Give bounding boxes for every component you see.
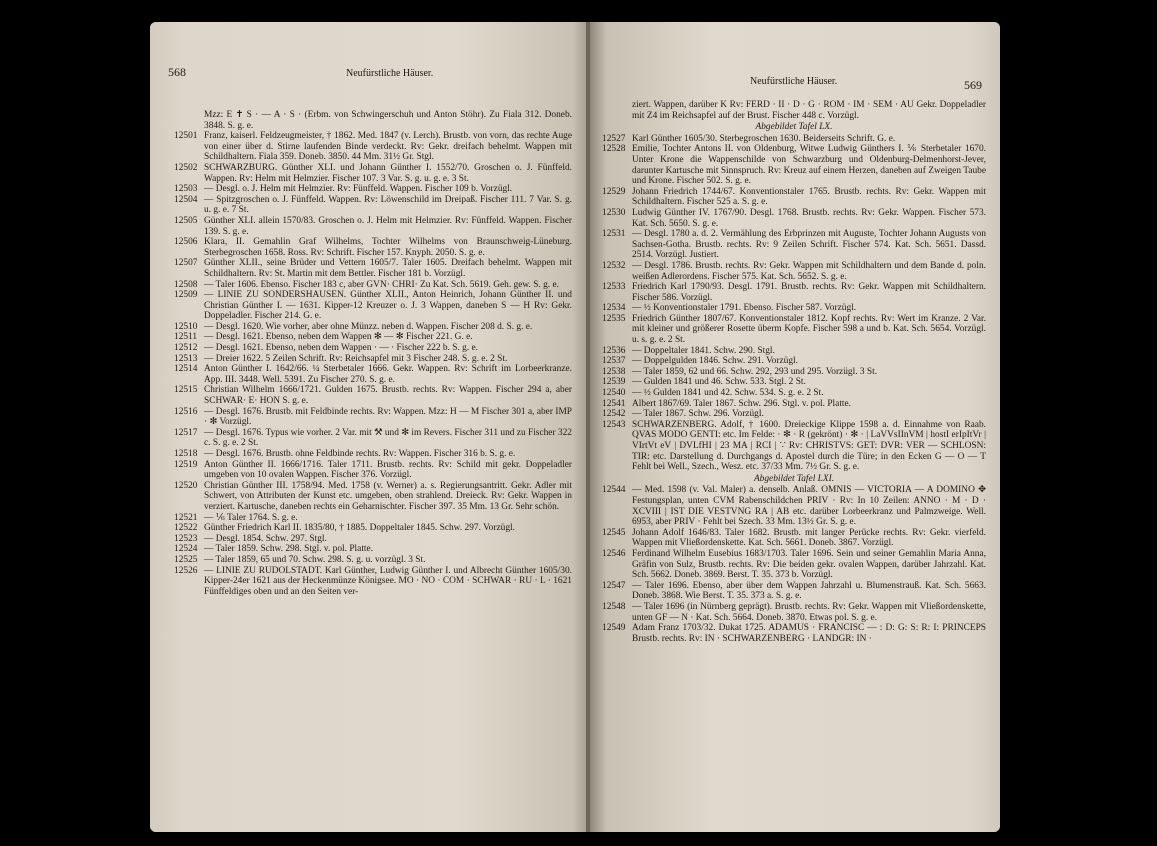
- lot-number: 12515: [174, 385, 198, 396]
- lot-number: 12547: [602, 580, 626, 591]
- lot-description: — LINIE ZU RUDOLSTADT. Karl Günther, Ludwig Günther I. und Albrecht Günther 1605/30. Kipper-24er 1621 aus der Heckenmünze Königsee. MO · NO · COM · SCHWAR · RU · L · 1621 Fünffeldiges oben und an den Seiten ver-: [204, 565, 572, 597]
- lot-number: 12525: [174, 554, 198, 565]
- running-header: Neufürstliche Häuser.: [750, 76, 838, 87]
- left-page: [150, 22, 590, 832]
- lot-description: Günther XLII., seine Brüder und Vettern 1605/7. Taler 1605. Dreifach behelmt. Wappen mit Schildhaltern. Rv: St. Martin mit dem Bettler. Fischer 181 b. Vorzügl.: [204, 258, 572, 279]
- lot-number: 12507: [174, 258, 198, 269]
- lot-description: Günther Friedrich Karl II. 1835/80, † 1885. Doppeltaler 1845. Schw. 297. Vorzügl.: [204, 523, 515, 534]
- plate-reference: Abgebildet Tafel LXI.: [753, 473, 835, 484]
- lot-description: Franz, kaiserl. Feldzeugmeister, † 1862. Med. 1847 (v. Lerch). Brustb. von vorn, das rechte Auge von einer über d. Stirne laufenden Binde verdeckt. Rv: Gekr. dreifach behelmt. Wappen mit Schildhaltern. Fiala 359. Doneb. 3850. 44 Mm. 31½ Gr. Stgl.: [204, 131, 572, 163]
- catalog-entry: [602, 229, 986, 261]
- catalog-entry: [602, 187, 986, 208]
- catalog-entry: [602, 367, 986, 378]
- lot-number: 12534: [602, 303, 626, 314]
- catalog-entry: [174, 258, 572, 279]
- lot-description: — Dreier 1622. 5 Zeilen Schrift. Rv: Reichsapfel mit 3 Fischer 248. S. g. e. 2 St.: [204, 353, 508, 364]
- lot-description: — Taler 1859, 65 und 70. Schw. 298. S. g. u. vorzügl. 3 St.: [204, 554, 426, 565]
- catalog-entry: [174, 195, 572, 216]
- lot-number: 12509: [174, 290, 198, 301]
- lot-number: 12548: [602, 601, 626, 612]
- lot-description: — Desgl. 1621. Ebenso, neben dem Wappen · — · Fischer 222 b. S. g. e.: [204, 343, 479, 354]
- lot-description: — Desgl. 1676. Brustb. ohne Feldbinde rechts. Rv: Wappen. Fischer 316 b. S. g. e.: [204, 449, 516, 459]
- catalog-entry: [174, 322, 572, 333]
- catalog-entry: [602, 409, 986, 420]
- lot-description: — Desgl. 1786. Brustb. rechts. Rv: Gekr. Wappen mit Schildhaltern und dem Bande d. poln. weißen Adlerordens. Fischer 575. Kat. Sch. 5652. S. g. e.: [632, 260, 986, 282]
- lot-description: — Spitzgroschen o. J. Fünffeld. Wappen. Rv: Löwenschild im Dreipaß. Fischer 111. 7 Var. S. g. u. g. e. 7 St.: [204, 194, 572, 216]
- lot-number: 12529: [602, 186, 626, 197]
- catalog-entry: [602, 314, 986, 346]
- lot-description: — Gulden 1841 und 46. Schw. 533. Stgl. 2 St.: [632, 377, 806, 388]
- catalog-entry: [602, 346, 986, 357]
- catalog-entry: [174, 354, 572, 365]
- lot-description: — Taler 1859. Schw. 298. Stgl. v. pol. Platte.: [204, 544, 374, 555]
- catalog-entry: [174, 407, 572, 428]
- catalog-entry: [174, 364, 572, 385]
- catalog-entry: [602, 377, 986, 388]
- lot-number: 12502: [174, 162, 198, 173]
- lot-description: Christian Günther III. 1758/94. Med. 1758 (v. Werner) a. s. Regierungsantritt. Gekr. Adler mit Schwert, von Attributen der Kunst etc. umgeben, oben strahlend. Dreieck. Rv: Gekr. Wappen in verziert. Kartusche, daneben rechts ein Geharnischter. Fischer 397. 35 Mm. 13 Gr. Sehr schön.: [204, 480, 572, 512]
- catalog-entry: [174, 460, 572, 481]
- lot-number: 12514: [174, 364, 198, 375]
- catalog-entry: [174, 555, 572, 566]
- lot-number: 12521: [174, 512, 198, 523]
- lot-number: 12513: [174, 353, 198, 364]
- lot-number: 12544: [602, 485, 626, 496]
- right-page: [590, 22, 1000, 832]
- lot-description: Johann Adolf 1646/83. Taler 1682. Brustb. mit langer Perücke rechts. Rv: Gekr. vierfeld. Wappen mit Vließordenskette. Kat. Sch. 5661. Doneb. 3867. Vorzügl.: [632, 527, 986, 549]
- catalog-entry: [174, 449, 572, 460]
- lot-number: 12504: [174, 194, 198, 205]
- lot-number: 12501: [174, 131, 198, 142]
- lot-description: — Doppeltaler 1841. Schw. 290. Stgl.: [632, 345, 775, 356]
- catalog-entry: [174, 184, 572, 195]
- catalog-entry: [174, 534, 572, 545]
- lot-number: 12527: [602, 133, 626, 144]
- lot-number: 12541: [602, 398, 626, 409]
- lot-number: 12506: [174, 237, 198, 248]
- lot-number: 12518: [174, 449, 198, 459]
- page-number: 569: [964, 78, 982, 92]
- catalog-entry: [174, 544, 572, 555]
- lot-number: 12549: [602, 623, 626, 634]
- running-header: Neufürstliche Häuser.: [346, 68, 434, 79]
- catalog-entry: [602, 420, 986, 473]
- catalog-entry: [602, 134, 986, 145]
- catalog-entry: [174, 332, 572, 343]
- catalog-entry: [174, 428, 572, 449]
- lot-description: ziert. Wappen, darüber K Rv: FERD · II · D · G · ROM · IM · SEM · AU Gekr. Doppeladler mit Z4 im Reichsapfel auf der Brust. Fischer 448 c. Vorzügl.: [632, 100, 986, 121]
- catalog-entry: [602, 399, 986, 410]
- lot-number: 12532: [602, 260, 626, 271]
- lot-number: 12542: [602, 409, 626, 420]
- catalog-entry: [602, 528, 986, 549]
- page-number: 568: [168, 65, 186, 79]
- catalog-entry: [602, 623, 986, 644]
- catalog-entry: [602, 100, 986, 121]
- catalog-entry: [602, 388, 986, 399]
- lot-number: 12517: [174, 427, 198, 438]
- lot-number: 12522: [174, 523, 198, 534]
- catalog-entry: [602, 261, 986, 282]
- lot-description: Klara, II. Gemahlin Graf Wilhelms, Tochter Wilhelms von Braunschweig-Lüneburg. Sterbegroschen 1658. Ross. Rv: Schrift. Fischer 157. Knyph. 2050. S. g. e.: [204, 237, 572, 258]
- lot-description: Günther XLI. allein 1570/83. Groschen o. J. Helm mit Helmzier. Rv: Fünffeld. Wappen. Fischer 139. S. g. e.: [204, 215, 572, 237]
- catalog-entry: [174, 290, 572, 322]
- lot-number: 12519: [174, 459, 198, 470]
- lot-description: SCHWARZBURG. Günther XLI. und Johann Günther I. 1552/70. Groschen o. J. Fünffeld. Wappen. Rv: Helm mit Helmzier. Fischer 107. 3 Var. S. g. u. g. e. 3 St.: [204, 162, 572, 184]
- lot-number: 12543: [602, 419, 626, 430]
- lot-description: Johann Friedrich 1744/67. Konventionstaler 1765. Brustb. rechts. Rv: Gekr. Wappen mit Schildhaltern. Fischer 525 a. S. g. e.: [632, 186, 986, 208]
- catalog-entry: [174, 566, 572, 598]
- lot-number: [174, 110, 204, 131]
- lot-description: — Desgl. o. J. Helm mit Helmzier. Rv: Fünffeld. Wappen. Fischer 109 b. Vorzügl.: [204, 184, 513, 195]
- lot-description: Friedrich Günther 1807/67. Konventionstaler 1812. Kopf rechts. Rv: Wert im Kranze. 2 Var. mit kleiner und größerer Rosette überm Kopfe. Fischer 598 a und b. Kat. Sch. 5654. Vorzügl. u. s. g. e. 2 St.: [632, 313, 986, 346]
- lot-description: Ferdinand Wilhelm Eusebius 1683/1703. Taler 1696. Sein und seiner Gemahlin Maria Anna, Gräfin von Sulz, Brustb. rechts. Rv: Die beiden gekr. ovalen Wappen, darüber Jahrzahl. Kat. Sch. 5662. Doneb. 3869. Berst. T. 35. 373 b. Vorzügl.: [632, 548, 986, 581]
- catalog-entry: [174, 280, 572, 291]
- catalog-entry: [602, 282, 986, 303]
- catalog-entry: [174, 163, 572, 184]
- lot-number: 12512: [174, 343, 198, 354]
- catalog-entry: [174, 237, 572, 258]
- lot-number: 12537: [602, 356, 626, 367]
- lot-number: 12528: [602, 144, 626, 155]
- lot-number: 12520: [174, 480, 198, 491]
- lot-description: — Taler 1867. Schw. 296. Vorzügl.: [632, 409, 764, 420]
- book-spread: [150, 22, 1000, 832]
- catalog-entries: [174, 110, 572, 597]
- catalog-entry: [602, 549, 986, 581]
- lot-number: 12524: [174, 544, 198, 555]
- lot-number: 12516: [174, 406, 198, 417]
- lot-description: — LINIE ZU SONDERSHAUSEN. Günther XLII., Anton Heinrich, Johann Günther II. und Christian Günther I. — 1631. Kipper-12 Kreuzer o. J. 3 Wappen, daneben S — H Rv: Gekr. Doppeladler. Fischer 214. G. e.: [204, 290, 572, 322]
- lot-description: Anton Günther I. 1642/66. ¼ Sterbetaler 1666. Gekr. Wappen. Rv: Schrift im Lorbeerkranze. App. III. 3448. Well. 5391. Zu Fischer 270. S. g. e.: [204, 364, 572, 385]
- lot-description: Mzz: E ✝ S · — A · S · (Erbm. von Schwingerschuh und Anton Stöhr). Zu Fiala 312. Doneb. 3848. S. g. e.: [204, 110, 572, 131]
- catalog-entry: [174, 523, 572, 534]
- lot-description: Karl Günther 1605/30. Sterbegroschen 1630. Beiderseits Schrift. G. e.: [632, 133, 896, 144]
- lot-description: — Desgl. 1676. Typus wie vorher. 2 Var. mit ⚒ und ✻ im Revers. Fischer 311 und zu Fischer 322 c. S. g. e. 2 St.: [204, 427, 572, 449]
- catalog-entry: [174, 216, 572, 237]
- lot-description: Emilie, Tochter Antons II. von Oldenburg, Witwe Ludwig Günthers I. ⅙ Sterbetaler 1670. Unter Krone die Wappenschilde von Schwarzburg und Oldenburg-Delmenhorst-Jever, darunter Kartusche mit Sinnspruch. Rv: Kreuz auf einem Herzen, daneben auf Zweigen Taube und Krone. Fischer 502. S. g. e.: [632, 144, 986, 187]
- lot-number: 12523: [174, 533, 198, 544]
- lot-number: [602, 100, 632, 121]
- lot-number: 12531: [602, 229, 626, 240]
- catalog-entry: [174, 481, 572, 513]
- lot-description: — Desgl. 1676. Brustb. mit Feldbinde rechts. Rv: Wappen. Mzz: H — M Fischer 301 a, aber IMP · ✻ Vorzügl.: [204, 406, 572, 428]
- catalog-entry: [174, 513, 572, 524]
- lot-description: — Med. 1598 (v. Val. Maler) a. denselb. Anlaß. OMNIS — VICTORIA — A DOMINO ✥ Festungsplan, unten CVM Rabenschildchen PRIV · Rv: In 10 Zeilen: ANNO · M · D · XCVIII | IST DIE VESTVNG RA | AB etc. darüber Lorbeerkranz und Palmzweige. Well. 6953, aber PRIV · Fehlt bei Szech. 33 Mm. 13½ Gr. S. g. e.: [632, 485, 986, 528]
- lot-description: — Taler 1859, 62 und 66. Schw. 292, 293 und 295. Vorzügl. 3 St.: [632, 366, 878, 377]
- catalog-entries: [602, 100, 986, 644]
- catalog-entry: [602, 485, 986, 527]
- catalog-entry: [602, 303, 986, 314]
- lot-number: 12546: [602, 548, 626, 559]
- lot-description: — ⅙ Taler 1764. S. g. e.: [204, 512, 298, 523]
- lot-number: 12538: [602, 366, 626, 377]
- catalog-entry: [174, 131, 572, 163]
- lot-number: 12533: [602, 282, 626, 293]
- catalog-entry: [602, 581, 986, 602]
- catalog-entry: [174, 110, 572, 131]
- lot-number: 12540: [602, 388, 626, 399]
- lot-description: — Taler 1606. Ebenso. Fischer 183 c, aber GVN· CHRI· Zu Kat. Sch. 5619. Geh. gew. S. g. e.: [204, 279, 560, 290]
- catalog-entry: [602, 602, 986, 623]
- lot-number: 12526: [174, 565, 198, 576]
- lot-description: — Taler 1696 (in Nürnberg geprägt). Brustb. rechts. Rv: Gekr. Wappen mit Vließordenskette, unten GF — N · Kat. Sch. 5664. Doneb. 3870. Etwas pol. S. g. e.: [632, 601, 986, 623]
- lot-description: Christian Wilhelm 1666/1721. Gulden 1675. Brustb. rechts. Rv: Wappen. Fischer 294 a, aber SCHWAR· E· HON S. g. e.: [204, 385, 572, 407]
- catalog-entry: [602, 356, 986, 367]
- lot-description: Anton Günther II. 1666/1716. Taler 1711. Brustb. rechts. Rv: Schild mit gekr. Doppeladler umgeben von 10 ovalen Wappen. Fischer 376. Vorzügl.: [204, 459, 572, 481]
- lot-description: Adam Franz 1703/32. Dukat 1725. ADAMUS · FRANCISC — : D: G: S: R: I: PRINCEPS Brustb. rechts. Rv: IN · SCHWARZENBERG · LANDGR: IN ·: [632, 623, 986, 644]
- lot-description: — Desgl. 1854. Schw. 297. Stgl.: [204, 533, 327, 544]
- catalog-entry: [174, 385, 572, 406]
- lot-description: Albert 1867/69. Taler 1867. Schw. 296. Stgl. v. pol. Platte.: [632, 398, 852, 409]
- lot-description: SCHWARZENBERG. Adolf, † 1600. Dreieckige Klippe 1598 a. d. Einnahme von Raab. QVAS MODO GENTI: etc. Im Felde: · ✻ · R (gekrönt) · ✻ · | LaVVsIInVM | hostI erIpItVr | VIrtVt eV | DVLfHI | 23 MA | RCI | ∵ Rv: CHRISTVS: GET: DVR: VER — SCHLOSN: TIR: etc. Darstellung d. Durchgangs d. Apostel durch die Türe; in den Ecken G — O — T Fehlt bei Well., Szech., Wesz. etc. 37/33 Mm. 7½ Gr. S. g. e.: [632, 419, 986, 473]
- lot-number: 12530: [602, 207, 626, 218]
- lot-number: 12511: [174, 332, 198, 343]
- lot-description: — Desgl. 1620. Wie vorher, aber ohne Münzz. neben d. Wappen. Fischer 208 d. S. g. e.: [204, 321, 533, 332]
- lot-number: 12539: [602, 377, 626, 388]
- plate-reference: Abgebildet Tafel LX.: [755, 122, 833, 133]
- catalog-entry: [174, 343, 572, 354]
- lot-description: Ludwig Günther IV. 1767/90. Desgl. 1768. Brustb. rechts. Rv: Gekr. Wappen. Fischer 573. Kat. Sch. 5650. S. g. e.: [632, 207, 986, 229]
- lot-number: 12505: [174, 215, 198, 226]
- lot-description: — ½ Konventionstaler 1791. Ebenso. Fischer 587. Vorzügl.: [632, 303, 857, 314]
- catalog-entry: [602, 144, 986, 186]
- lot-description: — Doppelgulden 1846. Schw. 291. Vorzügl.: [632, 356, 798, 367]
- lot-number: 12503: [174, 184, 198, 195]
- lot-description: Friedrich Karl 1790/93. Desgl. 1791. Brustb. rechts. Rv: Gekr. Wappen mit Schildhaltern. Fischer 586. Vorzügl.: [632, 282, 986, 303]
- lot-description: — Desgl. 1780 a. d. 2. Vermählung des Erbprinzen mit Auguste, Tochter Johann Augusts von Sachsen-Gotha. Brustb. rechts. Rv: 9 Zeilen Schrift. Fischer 574. Kat. Sch. 5651. Dassd. 2514. Vorzügl. Justiert.: [632, 229, 986, 261]
- catalog-entry: [602, 208, 986, 229]
- lot-description: — ½ Gulden 1841 und 42. Schw. 534. S. g. e. 2 St.: [632, 388, 824, 399]
- lot-number: 12510: [174, 321, 198, 332]
- lot-number: 12535: [602, 313, 626, 324]
- lot-number: 12536: [602, 345, 626, 356]
- lot-description: — Desgl. 1621. Ebenso, neben dem Wappen ✻ — ✻ Fischer 221. G. e.: [204, 332, 473, 343]
- lot-description: — Taler 1696. Ebenso, aber über dem Wappen Jahrzahl u. Blumenstrauß. Kat. Sch. 5663. Doneb. 3868. Wie Berst. T. 35. 373 a. S. g. e.: [632, 580, 986, 602]
- lot-number: 12545: [602, 527, 626, 538]
- lot-number: 12508: [174, 279, 198, 290]
